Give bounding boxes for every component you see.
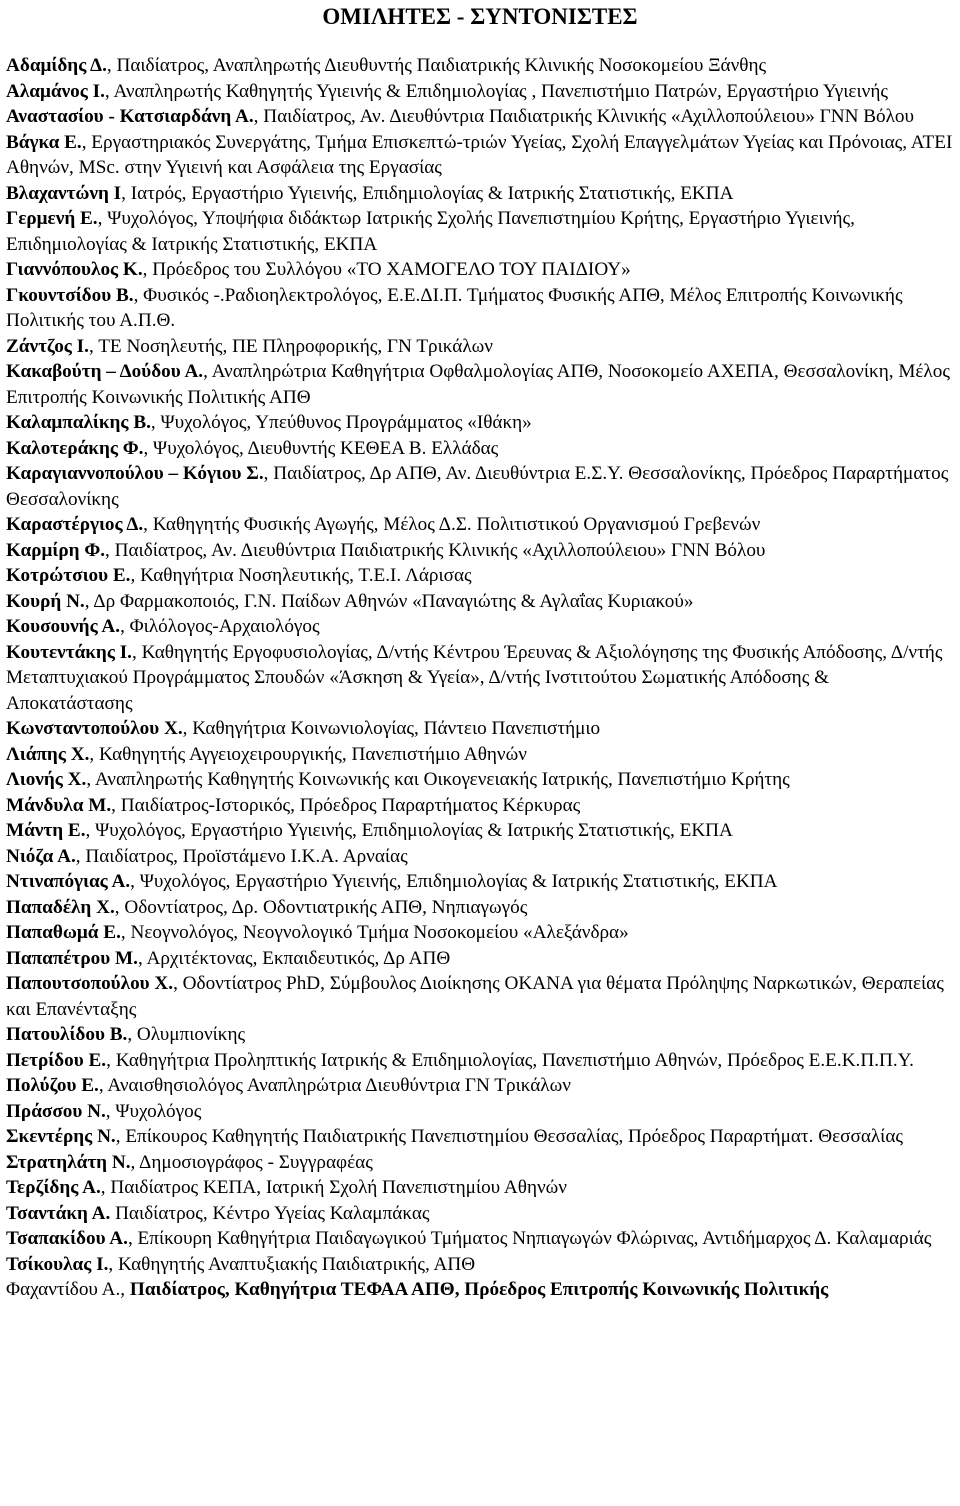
speaker-entry: [6, 1073, 954, 1099]
speaker-name: Αδαμίδης Δ.: [6, 55, 107, 76]
speaker-name: Κακαβούτη – Δούδου Α.: [6, 361, 204, 382]
speaker-affiliation: , Αναισθησιολόγος Αναπληρώτρια Διευθύντρια ΓΝ Τρικάλων: [98, 1075, 571, 1096]
speaker-entry: [6, 1124, 954, 1150]
speaker-affiliation: , Καθηγήτρια Κοινωνιολογίας, Πάντειο Πανεπιστήμιο: [182, 718, 601, 739]
speaker-entry: [6, 53, 954, 79]
speaker-entry: [6, 410, 954, 436]
speaker-entry: [6, 206, 954, 257]
speaker-entry: [6, 257, 954, 283]
speaker-affiliation-bold: Παιδίατρος, Καθηγήτρια ΤΕΦΑΑ ΑΠΘ, Πρόεδρος Επιτροπής Κοινωνικής Πολιτικής: [129, 1279, 829, 1300]
speaker-affiliation: , Ιατρός, Εργαστήριο Υγιεινής, Επιδημιολογίας & Ιατρικής Στατιστικής, ΕΚΠΑ: [121, 182, 734, 204]
speaker-name: Παπαδέλη Χ.: [6, 896, 115, 918]
speaker-entry: [6, 716, 954, 742]
speaker-name: Καραγιαννοπούλου – Κόγιου Σ.: [6, 463, 264, 484]
speaker-name: Κουρή Ν.: [6, 590, 85, 612]
speaker-affiliation: , Καθηγητής Αγγειοχειρουργικής, Πανεπιστήμιο Αθηνών: [89, 743, 527, 765]
speaker-entry: [6, 283, 954, 334]
speaker-entry: [6, 1277, 954, 1303]
speaker-entry: [6, 920, 954, 946]
speaker-entry: [6, 79, 954, 105]
speaker-entry: [6, 742, 954, 768]
speaker-affiliation: , Νεογνολόγος, Νεογνολογικό Τμήμα Νοσοκομείου «Αλεξάνδρα»: [120, 922, 629, 943]
speaker-affiliation: , Επίκουρη Καθηγήτρια Παιδαγωγικού Τμήματος Νηπιαγωγών Φλώρινας, Αντιδήμαρχος Δ. Καλαμαριάς: [127, 1228, 932, 1249]
speaker-affiliation: , Φυσικός -.Ραδιοηλεκτρολόγος, Ε.Ε.ΔΙ.Π. Τμήματος Φυσικής ΑΠΘ, Μέλος Επιτροπής Κοινωνικής Πολιτικής του Α.Π.Θ.: [6, 284, 903, 331]
speaker-affiliation: , Ψυχολόγος, Εργαστήριο Υγιεινής, Επιδημιολογίας & Ιατρικής Στατιστικής, ΕΚΠΑ: [85, 820, 733, 841]
speaker-name: Καραστέργιος Δ.: [6, 514, 144, 535]
speaker-affiliation: , Καθηγητής Εργοφυσιολογίας, Δ/ντής Κέντρου Έρευνας & Αξιολόγησης της Φυσικής Απόδοσης, Δ/ντής Μεταπτυχιακού Προγράμματος Σπουδών «Άσκηση & Υγεία», Δ/ντής Ινστιτούτου Σωματικής Απόδοσης & Αποκατάστασης: [6, 641, 943, 714]
speaker-entry: [6, 640, 954, 717]
speaker-affiliation: , Ψυχολόγος: [105, 1100, 202, 1122]
speaker-name: Τσαπακίδου Α.: [6, 1228, 128, 1249]
speaker-affiliation: , Οδοντίατρος, Δρ. Οδοντιατρικής ΑΠΘ, Νηπιαγωγός: [114, 896, 528, 918]
speaker-affiliation: , Καθηγητής Φυσικής Αγωγής, Μέλος Δ.Σ. Πολιτιστικού Οργανισμού Γρεβενών: [143, 514, 761, 535]
speaker-affiliation: , Πρόεδρος του Συλλόγου «ΤΟ ΧΑΜΟΓΕΛΟ ΤΟΥ ΠΑΙΔΙΟΥ»: [142, 259, 631, 280]
speaker-name: Λιονής Χ.: [6, 769, 87, 790]
speaker-name: Καλαμπαλίκης Β.: [6, 412, 151, 433]
speaker-entry: [6, 946, 954, 972]
speaker-name: Πατουλίδου Β.: [6, 1024, 128, 1045]
speaker-entry: [6, 512, 954, 538]
speaker-name: Μάνδυλα Μ.: [6, 794, 112, 816]
speaker-entry: [6, 1252, 954, 1278]
speaker-affiliation: , Ψυχολόγος, Διευθυντής ΚΕΘΕΑ Β. Ελλάδας: [143, 437, 499, 459]
speaker-entry: [6, 1048, 954, 1074]
speaker-name: Ζάντζος Ι.: [6, 335, 89, 357]
speaker-name: Πετρίδου Ε.: [6, 1049, 107, 1071]
speaker-affiliation: , Παιδίατρος, Αν. Διευθύντρια Παιδιατρικής Κλινικής «Αχιλλοπούλειου» ΓΝΝ Βόλου: [253, 106, 915, 127]
speaker-entry: [6, 971, 954, 1022]
speaker-affiliation: , Εργαστηριακός Συνεργάτης, Τμήμα Επισκεπτώ-τριών Υγείας, Σχολή Επαγγελμάτων Υγείας και Πρόνοιας, ΑΤΕΙ Αθηνών, MSc. στην Υγιεινή και Ασφάλεια της Εργασίας: [6, 131, 953, 178]
speaker-entry: [6, 563, 954, 589]
speaker-name: Παπαπέτρου Μ.: [6, 947, 138, 969]
speaker-name: Καλοτεράκης Φ.: [6, 437, 144, 459]
speaker-affiliation: , Δημοσιογράφος - Συγγραφέας: [130, 1151, 373, 1173]
speaker-affiliation: , Φιλόλογος-Αρχαιολόγος: [120, 616, 320, 637]
speaker-name: Πολύζου Ε.: [6, 1075, 99, 1096]
speaker-entry: [6, 181, 954, 207]
speaker-entry: [6, 461, 954, 512]
speaker-name: Γερμενή Ε.: [6, 208, 98, 229]
speaker-affiliation: , Παιδίατρος, Δρ ΑΠΘ, Αν. Διευθύντρια Ε.Σ.Υ. Θεσσαλονίκης, Πρόεδρος Παραρτήματος Θεσσαλονίκης: [6, 463, 949, 510]
speaker-entry: [6, 1201, 954, 1227]
speaker-entry: [6, 1099, 954, 1125]
speaker-entry: [6, 1226, 954, 1252]
speaker-name: Γιαννόπουλος Κ.: [6, 259, 143, 280]
speaker-entry: [6, 793, 954, 819]
speaker-name: Νιόζα Α.: [6, 845, 76, 867]
speaker-name: Παπαθωμά Ε.: [6, 922, 121, 943]
speaker-affiliation: , Καθηγητής Αναπτυξιακής Παιδιατρικής, ΑΠΘ: [108, 1253, 476, 1275]
speaker-entry: [6, 1175, 954, 1201]
speaker-name: Λιάπης Χ.: [6, 743, 90, 765]
speaker-entry: [6, 869, 954, 895]
speaker-affiliation: , Ψυχολόγος, Εργαστήριο Υγιεινής, Επιδημιολογίας & Ιατρικής Στατιστικής, ΕΚΠΑ: [130, 871, 778, 892]
speaker-affiliation: , Αναπληρωτής Καθηγητής Κοινωνικής και Οικογενειακής Ιατρικής, Πανεπιστήμιο Κρήτης: [86, 769, 790, 790]
speaker-affiliation: Φαχαντίδου Α.,: [6, 1279, 130, 1300]
speaker-affiliation: , Αναπληρωτής Καθηγητής Υγιεινής & Επιδημιολογίας , Πανεπιστήμιο Πατρών, Εργαστήριο Υγιεινής: [104, 80, 888, 102]
speaker-name: Βάγκα Ε.: [6, 131, 82, 153]
speaker-entry: [6, 436, 954, 462]
speaker-name: Αναστασίου - Κατσιαρδάνη Α.: [6, 106, 254, 127]
speaker-affiliation: , Καθηγήτρια Νοσηλευτικής, Τ.Ε.Ι. Λάρισας: [130, 565, 472, 586]
speaker-affiliation: , Παιδίατρος, Προϊστάμενο Ι.Κ.Α. Αρναίας: [75, 845, 408, 867]
speaker-entry: [6, 895, 954, 921]
speaker-affiliation: , Δρ Φαρμακοποιός, Γ.Ν. Παίδων Αθηνών «Παναγιώτης & Αγλαΐας Κυριακού»: [84, 590, 694, 612]
speaker-affiliation: , ΤΕ Νοσηλευτής, ΠΕ Πληροφορικής, ΓΝ Τρικάλων: [88, 335, 493, 357]
speaker-name: Αλαμάνος Ι.: [6, 80, 105, 102]
speaker-entry: [6, 1150, 954, 1176]
speaker-name: Μάντη Ε.: [6, 820, 86, 841]
speaker-name: Τερζίδης Α.: [6, 1177, 101, 1198]
speaker-entry: [6, 614, 954, 640]
speaker-affiliation: , Ολυμπιονίκης: [127, 1024, 246, 1045]
speaker-affiliation: Παιδίατρος, Κέντρο Υγείας Καλαμπάκας: [110, 1202, 430, 1224]
speaker-name: Στρατηλάτη Ν.: [6, 1151, 131, 1173]
speaker-affiliation: , Παιδίατρος, Αν. Διευθύντρια Παιδιατρικής Κλινικής «Αχιλλοπούλειου» ΓΝΝ Βόλου: [105, 539, 766, 561]
speaker-affiliation: , Ψυχολόγος, Υπεύθυνος Προγράμματος «Ιθάκη»: [150, 412, 532, 433]
speaker-name: Παπουτσοπούλου Χ.: [6, 973, 174, 994]
speaker-entry: [6, 538, 954, 564]
speaker-name: Ντιναπόγιας Α.: [6, 871, 131, 892]
speaker-list: [6, 53, 954, 1303]
speaker-name: Καρμίρη Φ.: [6, 539, 106, 561]
speaker-affiliation: , Παιδίατρος, Αναπληρωτής Διευθυντής Παιδιατρικής Κλινικής Νοσοκομείου Ξάνθης: [106, 55, 767, 76]
speaker-name: Τσίκουλας Ι.: [6, 1253, 109, 1275]
speaker-entry: [6, 844, 954, 870]
speaker-affiliation: , Αναπληρώτρια Καθηγήτρια Οφθαλμολογίας ΑΠΘ, Νοσοκομείο ΑΧΕΠΑ, Θεσσαλονίκη, Μέλος Επιτροπής Κοινωνικής Πολιτικής ΑΠΘ: [6, 361, 950, 408]
speaker-name: Κουσουνής Α.: [6, 616, 121, 637]
speaker-name: Τσαντάκη Α.: [6, 1202, 111, 1224]
speaker-name: Κωνσταντοπούλου Χ.: [6, 718, 183, 739]
speaker-name: Βλαχαντώνη Ι: [6, 182, 122, 204]
speaker-entry: [6, 104, 954, 130]
speaker-entry: [6, 1022, 954, 1048]
speaker-affiliation: , Οδοντίατρος PhD, Σύμβουλος Διοίκησης ΟΚΑΝΑ για θέματα Πρόληψης Ναρκωτικών, Θεραπείας και Επανένταξης: [6, 973, 944, 1020]
speaker-name: Πράσσου Ν.: [6, 1100, 106, 1122]
speaker-affiliation: , Καθηγήτρια Προληπτικής Ιατρικής & Επιδημιολογίας, Πανεπιστήμιο Αθηνών, Πρόεδρος Ε.Ε.Κ.Π.Π.Υ.: [106, 1049, 914, 1071]
speaker-entry: [6, 767, 954, 793]
speaker-name: Κουτεντάκης Ι.: [6, 641, 132, 663]
speaker-affiliation: , Παιδίατρος ΚΕΠΑ, Ιατρική Σχολή Πανεπιστημίου Αθηνών: [100, 1177, 567, 1198]
speaker-affiliation: , Αρχιτέκτονας, Εκπαιδευτικός, Δρ ΑΠΘ: [137, 947, 451, 969]
speaker-name: Κοτρώτσιου Ε.: [6, 565, 131, 586]
speaker-affiliation: , Επίκουρος Καθηγητής Παιδιατρικής Πανεπιστημίου Θεσσαλίας, Πρόεδρος Παραρτήματ. Θεσσαλίας: [115, 1126, 903, 1147]
speaker-name: Γκουντσίδου Β.: [6, 284, 134, 306]
speaker-affiliation: , Παιδίατρος-Ιστορικός, Πρόεδρος Παραρτήματος Κέρκυρας: [111, 794, 581, 816]
speaker-entry: [6, 359, 954, 410]
speaker-name: Σκεντέρης Ν.: [6, 1126, 116, 1147]
speaker-entry: [6, 130, 954, 181]
speaker-affiliation: , Ψυχολόγος, Υποψήφια διδάκτωρ Ιατρικής Σχολής Πανεπιστημίου Κρήτης, Εργαστήριο Υγιεινής, Επιδημιολογίας & Ιατρικής Στατιστικής, ΕΚΠΑ: [6, 208, 855, 255]
page-title: ΟΜΙΛΗΤΕΣ - ΣΥΝΤΟΝΙΣΤΕΣ: [322, 4, 638, 29]
speaker-entry: [6, 334, 954, 360]
speaker-entry: [6, 589, 954, 615]
speaker-entry: [6, 818, 954, 844]
